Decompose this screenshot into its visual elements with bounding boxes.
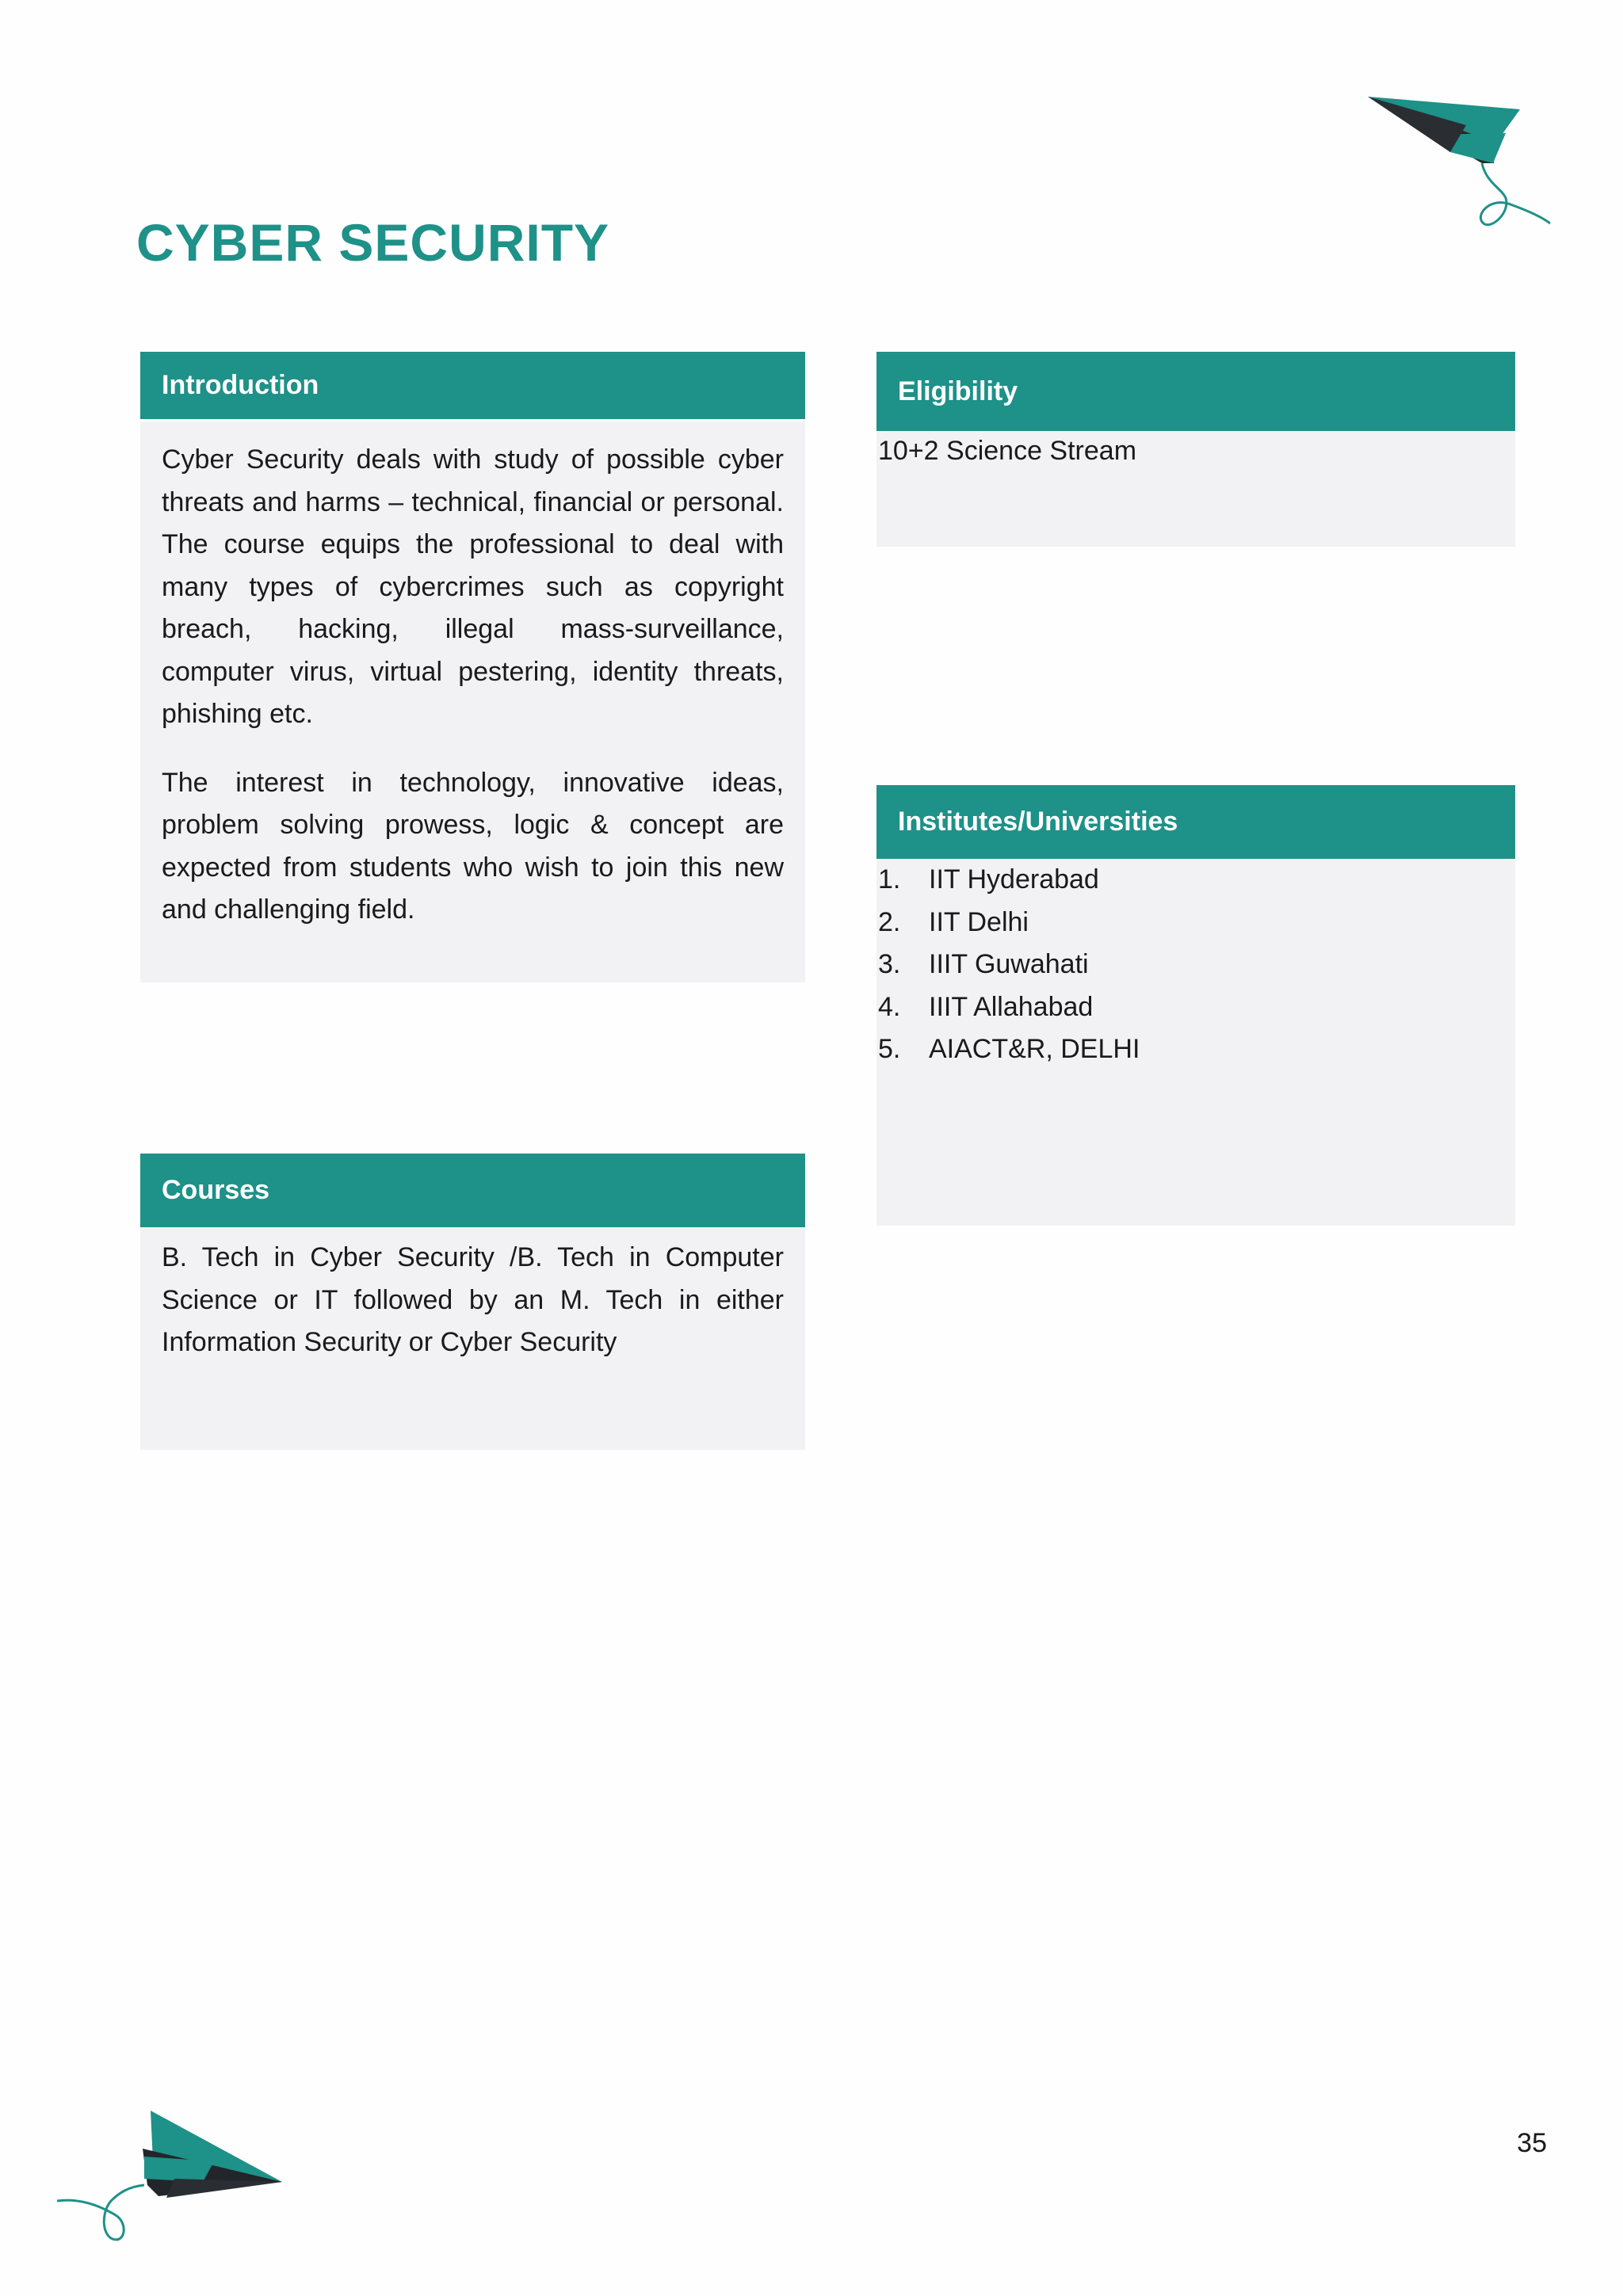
list-item-number: 2. [878,906,901,937]
list-item [878,859,1514,902]
list-item-label: IIIT Allahabad [929,991,1094,1022]
paper-plane-icon-bottom [55,2100,293,2258]
institutes-list [878,859,1514,1071]
list-item-label: IIIT Guwahati [929,949,1089,979]
eligibility-header: Eligibility [876,352,1515,431]
page-number: 35 [1517,2128,1547,2158]
institutes-card [876,785,1515,1226]
eligibility-card [876,352,1515,547]
introduction-card [140,352,805,982]
list-item-number: 4. [878,991,901,1022]
institutes-header: Institutes/Universities [876,785,1515,859]
list-item-label: AIACT&R, DELHI [929,1034,1140,1064]
introduction-body [140,421,805,932]
eligibility-text: 10+2 Science Stream [878,436,1137,466]
list-item-number: 3. [878,949,901,979]
list-item [878,1028,1514,1071]
list-item-number: 5. [878,1034,901,1064]
introduction-paragraph: Cyber Security deals with study of possible cyber threats and harms – technical, financial or personal. The course equips the professional to deal with many types of cybercrimes such as copyright breach, hacking, illegal mass-surveillance, computer virus, virtual pestering, identity threats, phishing etc. [162,444,784,729]
list-item [878,986,1514,1029]
page-title: CYBER SECURITY [136,213,610,272]
list-item [878,944,1514,986]
paper-plane-icon-top [1355,87,1561,238]
list-item [878,902,1514,944]
courses-header: Courses [140,1154,805,1227]
introduction-header: Introduction [140,352,805,421]
list-item-number: 1. [878,864,901,894]
courses-body [140,1227,805,1364]
eligibility-body [876,431,1515,471]
introduction-paragraph: The interest in technology, innovative ideas, problem solving prowess, logic & concept are expected from students who wish to join this new and challenging field. [162,767,784,925]
courses-text: B. Tech in Cyber Security /B. Tech in Computer Science or IT followed by an M. Tech in either Information Security or Cyber Security [162,1242,784,1357]
institutes-body [876,859,1515,1071]
list-item-label: IIT Hyderabad [929,864,1099,894]
list-item-label: IIT Delhi [929,906,1029,937]
courses-card [140,1154,805,1450]
